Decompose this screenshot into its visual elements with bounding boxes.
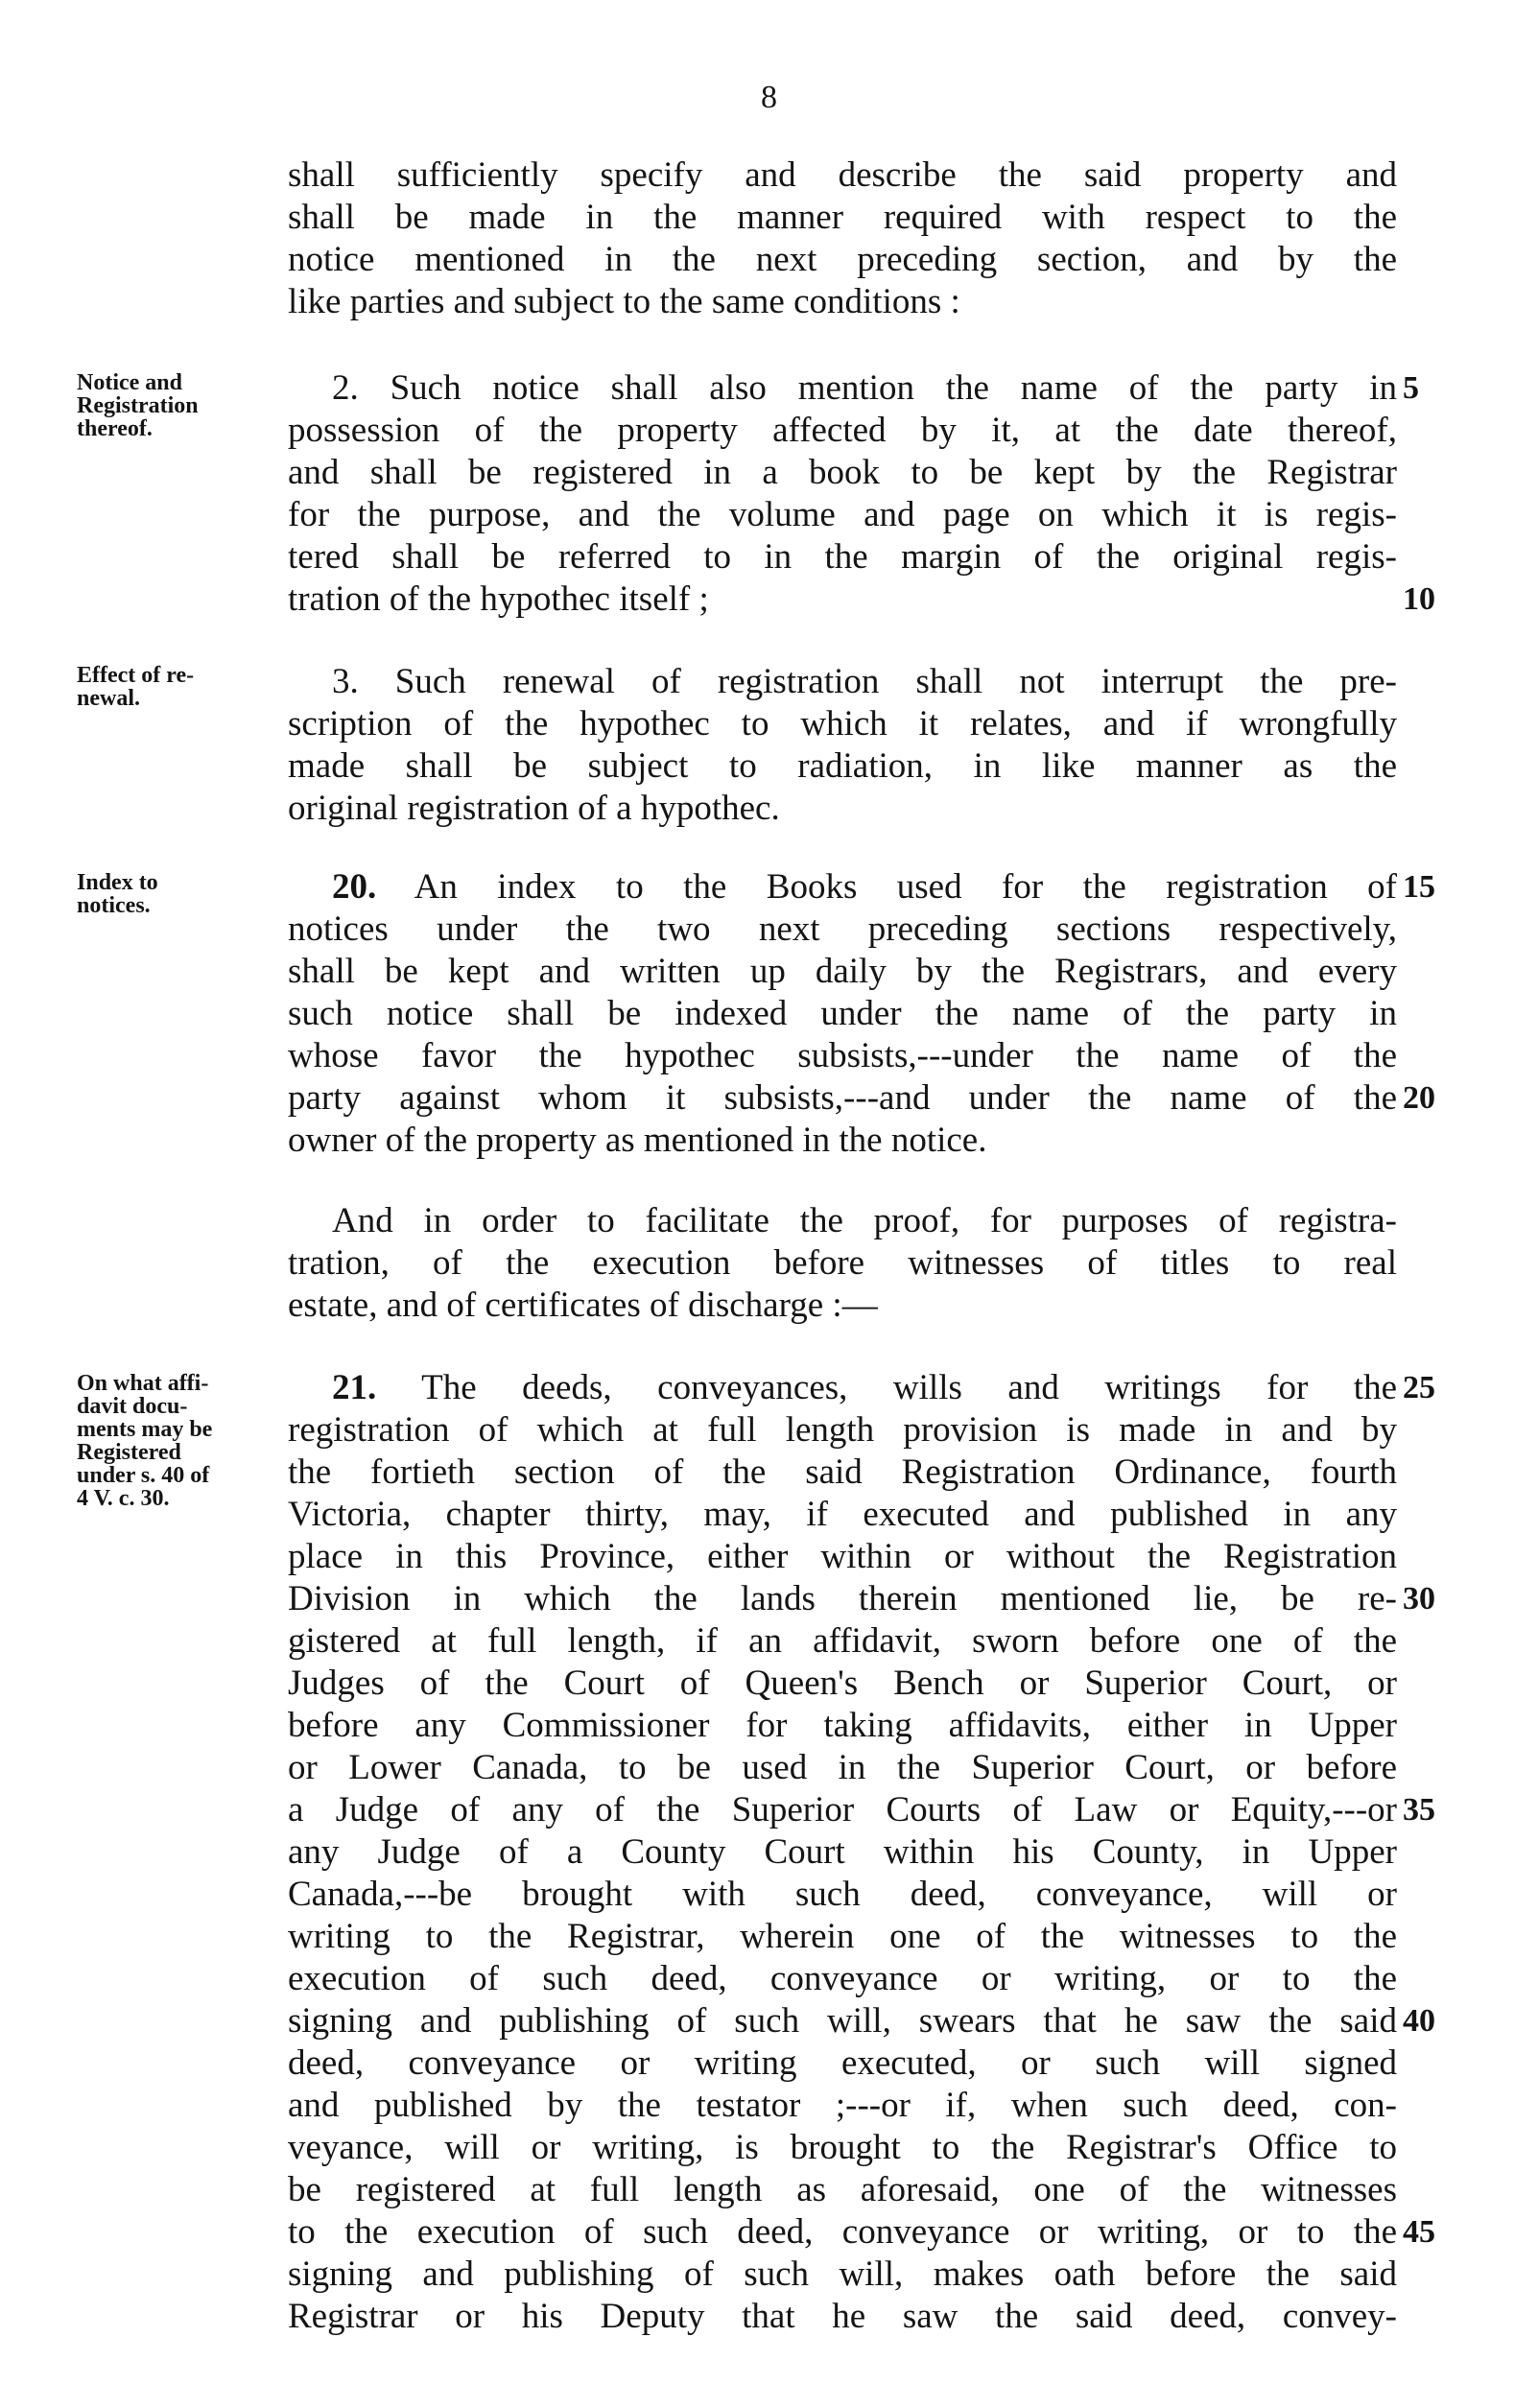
body-line: execution of such deed, conveyance or writing, or to the xyxy=(288,1959,1397,1998)
line-number: 5 xyxy=(1403,370,1419,406)
body-line: before any Commissioner for taking affidavits, either in Upper xyxy=(288,1706,1397,1745)
body-line: Victoria, chapter thirty, may, if executed and published in any xyxy=(288,1495,1397,1534)
body-line: place in this Province, either within or without the Registration xyxy=(288,1537,1397,1576)
margin-note-index-notices xyxy=(77,871,283,917)
body-line: tration, of the execution before witnesses of titles to real xyxy=(288,1243,1397,1283)
body-line: such notice shall be indexed under the name of the party in xyxy=(288,994,1397,1033)
body-line: 2. Such notice shall also mention the name of the party in xyxy=(332,368,1397,408)
body-line: 3. Such renewal of registration shall not interrupt the pre- xyxy=(332,662,1397,701)
line-number: 45 xyxy=(1403,2214,1435,2250)
page-number: 8 xyxy=(761,80,777,115)
body-line: deed, conveyance or writing executed, or such will signed xyxy=(288,2043,1397,2083)
body-line: signing and publishing of such will, swears that he saw the said xyxy=(288,2001,1397,2041)
line-number: 10 xyxy=(1403,581,1435,617)
section-number: 21. xyxy=(332,1368,377,1407)
body-line: whose favor the hypothec subsists,---under the name of the xyxy=(288,1036,1397,1075)
body-line: party against whom it subsists,---and under the name of the xyxy=(288,1078,1397,1118)
body-line xyxy=(288,1368,1397,1408)
body-text: An index to the Books used for the registration of xyxy=(376,867,1397,907)
body-line xyxy=(288,867,1397,908)
line-number: 35 xyxy=(1403,1792,1435,1828)
body-line: any Judge of a County Court within his County, in Upper xyxy=(288,1832,1397,1872)
margin-note-line: Effect of re- xyxy=(77,663,195,688)
body-line: or Lower Canada, to be used in the Superior Court, or before xyxy=(288,1748,1397,1787)
body-line: Judges of the Court of Queen's Bench or Superior Court, or xyxy=(288,1664,1397,1703)
body-line: like parties and subject to the same conditions : xyxy=(288,282,960,321)
margin-note-line: thereof. xyxy=(77,416,153,441)
body-line: veyance, will or writing, is brought to the Registrar's Office to xyxy=(288,2128,1397,2167)
line-number: 30 xyxy=(1403,1581,1435,1617)
margin-note-line: 4 V. c. 30. xyxy=(77,1486,170,1511)
body-line: writing to the Registrar, wherein one of the witnesses to the xyxy=(288,1917,1397,1956)
margin-note-notice-registration xyxy=(77,371,283,440)
body-line: be registered at full length as aforesaid, one of the witnesses xyxy=(288,2170,1397,2209)
line-number: 15 xyxy=(1403,869,1435,905)
body-line: scription of the hypothec to which it relates, and if wrongfully xyxy=(288,704,1397,744)
margin-note-line: under s. 40 of xyxy=(77,1463,210,1488)
body-line: registration of which at full length provision is made in and by xyxy=(288,1410,1397,1450)
margin-note-line: Registered xyxy=(77,1440,181,1465)
body-line: for the purpose, and the volume and page on which it is regis- xyxy=(288,495,1397,534)
margin-note-effect-renewal xyxy=(77,664,283,710)
line-number: 25 xyxy=(1403,1370,1435,1405)
body-line: a Judge of any of the Superior Courts of Law or Equity,---or xyxy=(288,1790,1397,1830)
body-line: shall be kept and written up daily by the Registrars, and every xyxy=(288,952,1397,991)
section-number: 20. xyxy=(332,867,377,907)
body-line: made shall be subject to radiation, in like manner as the xyxy=(288,746,1397,786)
body-line: notice mentioned in the next preceding section, and by the xyxy=(288,240,1397,279)
line-number: 20 xyxy=(1403,1080,1435,1116)
body-line: gistered at full length, if an affidavit, sworn before one of the xyxy=(288,1621,1397,1661)
margin-note-line: Index to xyxy=(77,870,158,895)
body-line: Canada,---be brought with such deed, conveyance, will or xyxy=(288,1875,1397,1914)
margin-note-line: Registration xyxy=(77,393,199,418)
body-line: to the execution of such deed, conveyance or writing, or to the xyxy=(288,2212,1397,2252)
body-line: shall sufficiently specify and describe the said property and xyxy=(288,155,1397,195)
body-line: owner of the property as mentioned in the notice. xyxy=(288,1121,987,1160)
body-line: shall be made in the manner required with respect to the xyxy=(288,198,1397,237)
body-line: signing and publishing of such will, makes oath before the said xyxy=(288,2255,1397,2294)
body-line: Registrar or his Deputy that he saw the said deed, convey- xyxy=(288,2297,1397,2336)
body-line: the fortieth section of the said Registration Ordinance, fourth xyxy=(288,1452,1397,1492)
body-line: original registration of a hypothec. xyxy=(288,789,780,828)
margin-note-line: notices. xyxy=(77,893,151,918)
margin-note-line: Notice and xyxy=(77,370,182,395)
body-line: estate, and of certificates of discharge :— xyxy=(288,1286,878,1325)
margin-note-line: ments may be xyxy=(77,1417,213,1442)
body-text: The deeds, conveyances, wills and writings for the xyxy=(376,1368,1397,1407)
margin-note-line: On what affi- xyxy=(77,1371,209,1396)
body-line: tered shall be referred to in the margin of the original regis- xyxy=(288,537,1397,577)
margin-note-line: newal. xyxy=(77,686,140,711)
line-number: 40 xyxy=(1403,2003,1435,2039)
body-line: and shall be registered in a book to be kept by the Registrar xyxy=(288,453,1397,492)
margin-note-affidavit-documents xyxy=(77,1372,283,1510)
body-line: tration of the hypothec itself ; xyxy=(288,579,709,619)
margin-note-line: davit docu- xyxy=(77,1394,188,1419)
body-line: and published by the testator ;---or if, when such deed, con- xyxy=(288,2086,1397,2125)
body-line: And in order to facilitate the proof, for purposes of registra- xyxy=(332,1201,1397,1240)
body-line: possession of the property affected by it, at the date thereof, xyxy=(288,411,1397,450)
body-line: notices under the two next preceding sections respectively, xyxy=(288,909,1397,949)
body-line: Division in which the lands therein mentioned lie, be re- xyxy=(288,1579,1397,1618)
